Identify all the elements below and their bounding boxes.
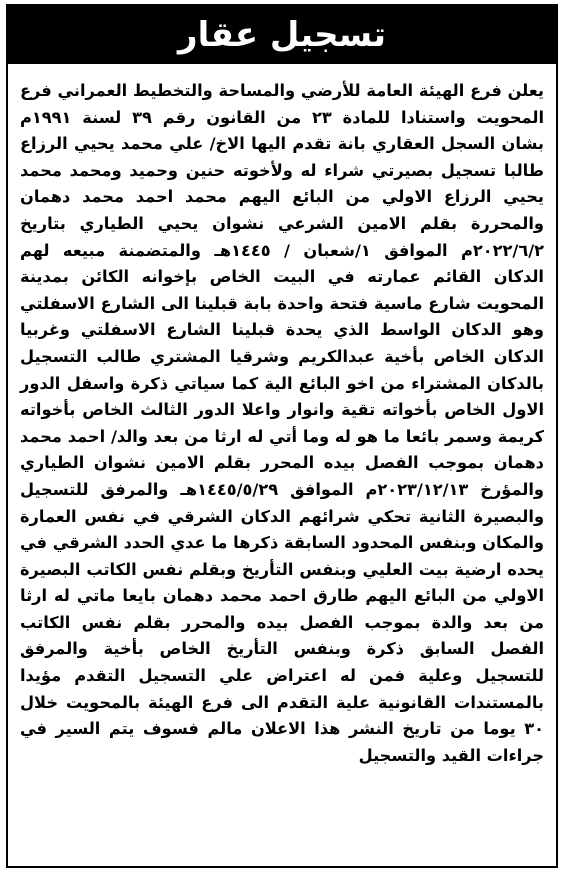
notice-frame (6, 4, 558, 868)
notice-title: تسجيل عقار (178, 15, 386, 55)
notice-body: يعلن فرع الهيئة العامة للأرضي والمساحة والتخطيط العمراني فرع المحويت واستنادا للمادة ٢٣ من القانون رقم ٣٩ لسنة ١٩٩١م بشان السجل العقاري بانة تقدم اليها الاخ/ علي محمد يحيي الرزاع طالبا تسجيل بصيرتي شراء له ولأخوته حنين وحميد ومحمد محمد يحيي الرزاع الاولي من البائع اليهم محمد احمد محمد دهمان والمحررة بقلم الامين الشرعي نشوان يحيي الطياري بتاريخ ٢٠٢٢/٦/٢م الموافق ١/شعبان / ١٤٤٥هـ والمتضمنة مبيعه لهم الدكان القائم عمارته في البيت الخاص بإخوانه الكائن بمدينة المحويت شارع ماسية فتحة واحدة بابة قبلينا الى الشارع الاسفلتي وهو الدكان الواسط الذي يحدة قبلينا الشارع الاسفلتي وغربيا الدكان الخاص بأخية عبدالكريم وشرقيا المشتري طالب التسجيل بالدكان المشتراء من اخو البائع الية كما سياتي ذكرة واسفل الدور الاول الخاص بأخواته تقية وانوار واعلا الدور الثالث الخاص بأخواته كريمة وسمر بائعا ما هو له وما أتي له ارثا من بعد والد/ احمد محمد دهمان بموجب الفصل بيده المحرر بقلم الامين نشوان الطياري والمؤرخ ٢٠٢٣/١٢/١٣م الموافق ١٤٤٥/٥/٢٩هـ والمرفق للتسجيل والبصيرة الثانية تحكي شرائهم الدكان الشرقي في نفس العمارة والمكان وبنفس المحدود السابقة ذكرها ما عدي الحدد الشرقي في يحده ارضية بيت العليي وبنفس التأريخ وبقلم نفس الكاتب البصيرة الاولي من البائع اليهم طارق احمد محمد دهمان بايعا ماتي له ارثا من بعد والدة بموجب الفصل بيده والمحرر بقلم نفس الكاتب الفصل السابق ذكرة وبنفس التأريخ الخاص بأخية والمرفق للتسجيل وعلية فمن له اعتراض علي التسجيل التقدم مؤيدا بالمستندات القانونية علية التقدم الى فرع الهيئة بالمحويت خلال ٣٠ يوما من تاريخ النشر هذا الاعلان مالم فسوف يتم السير في جراءات القيد والتسجيل (20, 81, 545, 765)
title-bar (8, 6, 556, 64)
